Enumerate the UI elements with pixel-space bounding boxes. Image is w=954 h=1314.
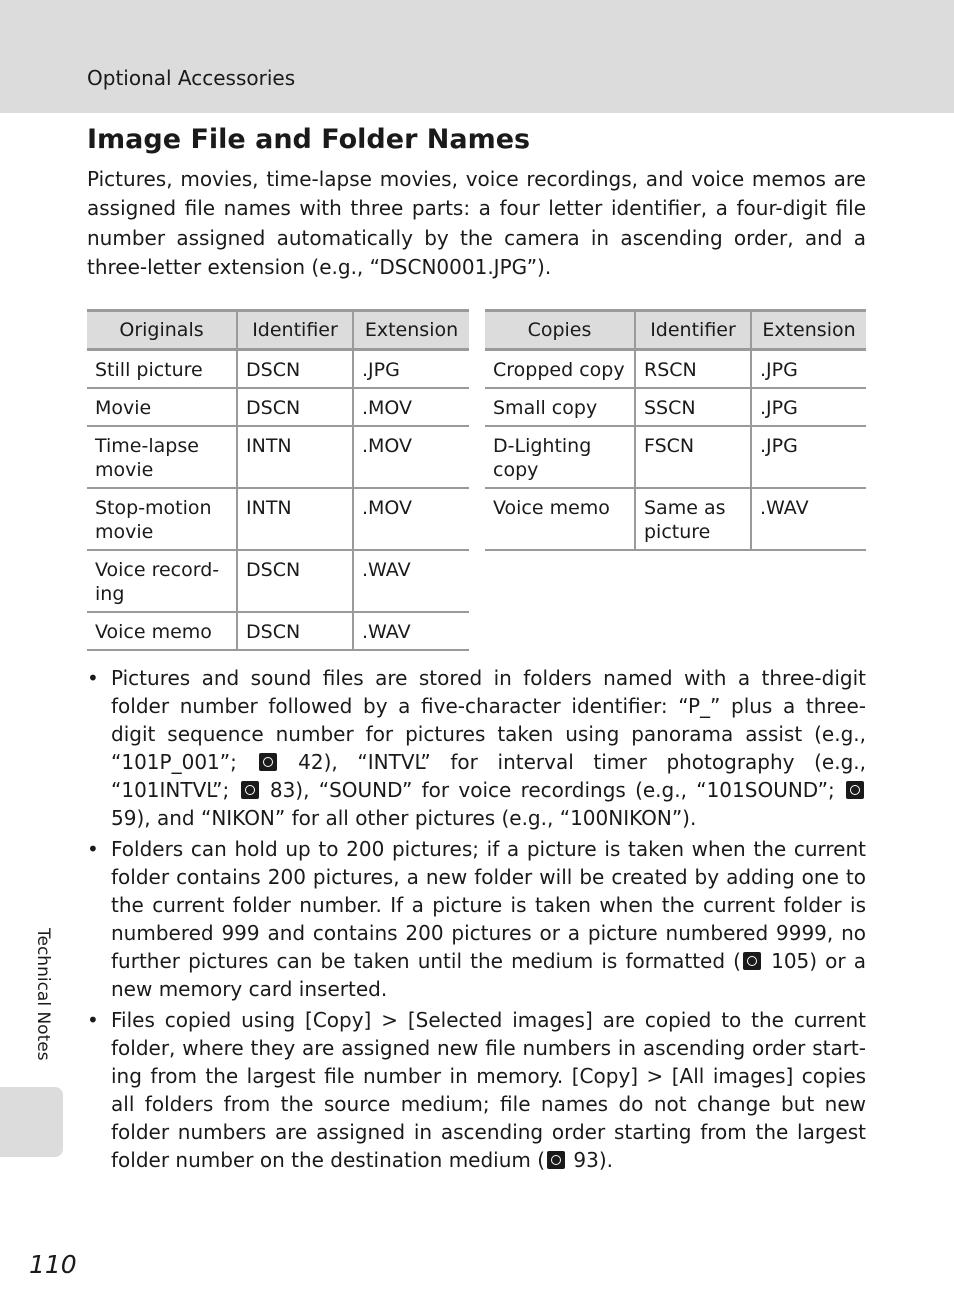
page-number: 110 — [29, 1250, 77, 1279]
extension-cell: .WAV — [353, 550, 469, 612]
file-type-cell: Time-lapse movie — [87, 426, 237, 488]
table-row — [485, 426, 866, 488]
extension-cell: .JPG — [751, 426, 866, 488]
note-text: 93). — [573, 1148, 614, 1172]
file-type-cell: Voice memo — [87, 612, 237, 650]
identifier-cell: Same as picture — [635, 488, 751, 550]
file-type-cell: Voice record-ing — [87, 550, 237, 612]
extension-cell: .JPG — [353, 350, 469, 389]
table-row — [485, 488, 866, 550]
column-header: Copies — [485, 311, 635, 350]
extension-cell: .JPG — [751, 350, 866, 389]
list-item — [87, 1006, 866, 1174]
note-text: 42), “INTVL” for interval timer photography (e.g., “101INTVL”; — [111, 750, 867, 802]
page-reference-icon — [743, 952, 761, 970]
column-header: Extension — [751, 311, 866, 350]
identifier-cell: DSCN — [237, 388, 353, 426]
page-reference-icon — [846, 781, 864, 799]
extension-cell: .MOV — [353, 488, 469, 550]
file-type-cell: D-Lighting copy — [485, 426, 635, 488]
identifier-cell: DSCN — [237, 612, 353, 650]
file-type-cell: Movie — [87, 388, 237, 426]
identifier-cell: RSCN — [635, 350, 751, 389]
header-band — [0, 0, 954, 113]
extension-cell: .JPG — [751, 388, 866, 426]
page-reference-icon — [259, 753, 277, 771]
originals-table — [87, 309, 469, 651]
extension-cell: .WAV — [751, 488, 866, 550]
extension-cell: .MOV — [353, 388, 469, 426]
identifier-cell: DSCN — [237, 350, 353, 389]
file-type-cell: Small copy — [485, 388, 635, 426]
notes-list — [87, 664, 866, 1177]
note-text: 83), “SOUND” for voice recordings (e.g., “101SOUND”; — [269, 778, 835, 802]
page-reference-icon — [241, 781, 259, 799]
table-header-row — [87, 311, 469, 350]
copies-table — [485, 309, 866, 551]
side-tab-marker — [0, 1087, 63, 1157]
identifier-cell: INTN — [237, 426, 353, 488]
bullet-marker: • — [87, 1008, 99, 1032]
table-row — [87, 388, 469, 426]
note-text: Files copied using [Copy] > [Selected images] are copied to the current folder, where they are assigned new file numbers in ascending order start-ing from the largest file number in memory. [Copy] > [All images] copies all folders from the source medium; file names do not change but new folder numbers are assigned in ascending order starting from the largest folder number on the destination medium ( — [111, 1008, 866, 1172]
list-item — [87, 664, 866, 832]
column-header: Originals — [87, 311, 237, 350]
side-tab-label: Technical Notes — [33, 928, 53, 1061]
intro-paragraph: Pictures, movies, time-lapse movies, voice recordings, and voice memos are assigned file names with three parts: a four letter identifier, a four-digit file number assigned automatically by the camera in ascending order, and a three-letter extension (e.g., “DSCN0001.JPG”). — [87, 167, 866, 279]
table-row — [485, 350, 866, 389]
column-header: Identifier — [237, 311, 353, 350]
extension-cell: .WAV — [353, 612, 469, 650]
file-type-cell: Stop-motion movie — [87, 488, 237, 550]
table-row — [87, 612, 469, 650]
table-row — [485, 388, 866, 426]
table-row — [87, 550, 469, 612]
note-text: 59), and “NIKON” for all other pictures (e.g., “100NIKON”). — [111, 806, 697, 830]
column-header: Extension — [353, 311, 469, 350]
table-row — [87, 488, 469, 550]
identifier-cell: FSCN — [635, 426, 751, 488]
table-row — [87, 350, 469, 389]
page-title: Image File and Folder Names — [87, 124, 531, 155]
note-text: Pictures and sound files are stored in folders named with a three-digit folder number followed by a five-character identifier: “P_” plus a three-digit sequence number for pictures taken using panorama assist (e.g., “101P_001”; — [111, 666, 866, 774]
table-header-row — [485, 311, 866, 350]
column-header: Identifier — [635, 311, 751, 350]
identifier-cell: INTN — [237, 488, 353, 550]
note-text: Folders can hold up to 200 pictures; if a picture is taken when the current folder contains 200 pictures, a new folder will be created by adding one to the current folder number. If a picture is taken when the current folder is numbered 999 and contains 200 pictures or a picture numbered 9999, no further pictures can be taken until the medium is formatted ( — [111, 837, 866, 973]
bullet-marker: • — [87, 837, 99, 861]
page-reference-icon — [547, 1151, 565, 1169]
identifier-cell: SSCN — [635, 388, 751, 426]
table-row — [87, 426, 469, 488]
section-label: Optional Accessories — [87, 66, 296, 90]
file-type-cell: Voice memo — [485, 488, 635, 550]
file-type-cell: Still picture — [87, 350, 237, 389]
identifier-cell: DSCN — [237, 550, 353, 612]
extension-cell: .MOV — [353, 426, 469, 488]
file-type-cell: Cropped copy — [485, 350, 635, 389]
note-text: 105) or a new memory card inserted. — [111, 949, 867, 1001]
list-item — [87, 835, 866, 1003]
bullet-marker: • — [87, 666, 99, 690]
